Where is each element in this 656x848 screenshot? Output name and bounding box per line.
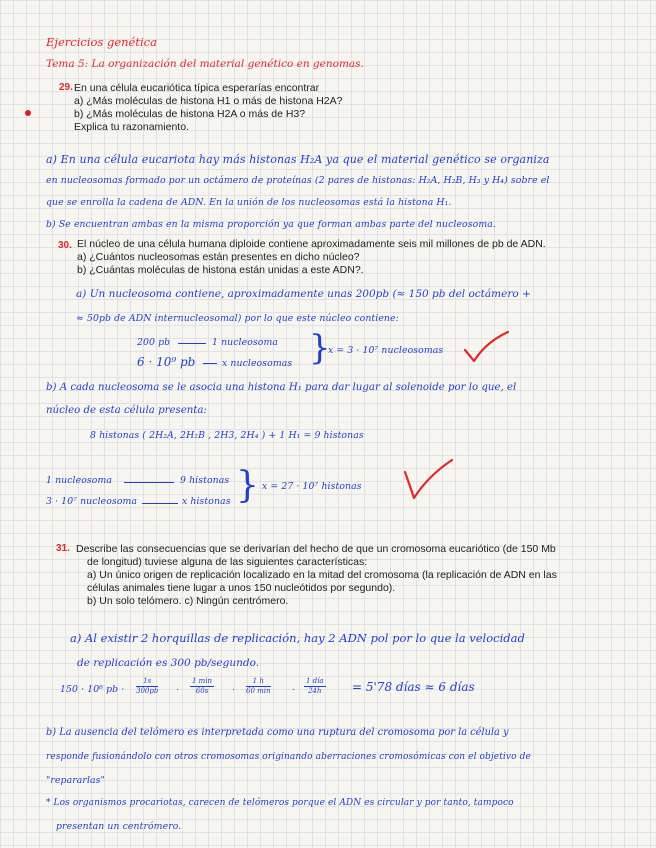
q3-calc-result: = 5'78 días ≈ 6 días xyxy=(352,680,475,694)
checkmark-icon xyxy=(462,330,510,364)
q3-line-2: de longitud) tuviese alguna de las siguientes características: xyxy=(87,556,368,568)
q3-fraction-4-bottom: 24h xyxy=(308,687,322,695)
q2-histones-line: 8 histonas ( 2H₂A, 2H₂B , 2H3, 2H₄ ) + 1 H₁ = 9 histonas xyxy=(90,430,364,441)
q3-answer-a-line-1: a) Al existir 2 horquillas de replicación, hay 2 ADN pol por lo que la velocidad xyxy=(70,631,525,645)
q1-line-3: b) ¿Más moléculas de histona H2A o más de H3? xyxy=(74,108,306,120)
q2-calc-a-brace: } xyxy=(309,328,331,368)
q3-answer-b-line-2: responde fusionándolo con otros cromosomas originando aberraciones cromosómicas con el objetivo de xyxy=(46,752,531,762)
q3-line-5: b) Un solo telómero. c) Ningún centrómero. xyxy=(87,595,289,607)
q3-fraction-1-bottom: 300pb xyxy=(136,687,159,695)
q2-line-2: a) ¿Cuántos nucleosomas están presentes en dicho núcleo? xyxy=(77,251,360,263)
q3-answer-b-line-5: presentan un centrómero. xyxy=(56,821,182,832)
q3-number: 31. xyxy=(56,543,70,554)
q2-calc-b-brace: } xyxy=(236,465,259,506)
q2-calc-a-row2-left: 6 · 10⁹ pb xyxy=(137,355,196,369)
q3-fraction-2 xyxy=(190,677,214,696)
q3-calc-dot-2: · xyxy=(232,684,236,695)
q3-line-1: Describe las consecuencias que se derivarían del hecho de que un cromosoma eucariótico (de 150 Mb xyxy=(76,543,556,555)
q2-answer-b-line-1: b) A cada nucleosoma se le asocia una histona H₁ para dar lugar al solenoide por lo que, el xyxy=(46,382,517,393)
q2-calc-b-result: x = 27 · 10⁷ histonas xyxy=(262,481,362,492)
q3-fraction-2-bottom: 60s xyxy=(195,687,209,695)
q2-line-1: El núcleo de una célula humana diploide contiene aproximadamente seis mil millones de pb de ADN. xyxy=(77,238,546,250)
checkmark-icon xyxy=(402,458,454,502)
q3-fraction-3-bottom: 60 min xyxy=(246,687,271,695)
q1-line-2: a) ¿Más moléculas de histona H1 o más de histona H2A? xyxy=(74,95,343,107)
q2-calc-b-row1-left: 1 nucleosoma xyxy=(46,475,113,486)
q3-fraction-4 xyxy=(304,677,326,696)
q3-fraction-3-top: 1 h xyxy=(246,677,271,687)
q2-calc-b-row2-dash xyxy=(142,503,178,504)
q1-answer-line-4: b) Se encuentran ambas en la misma proporción ya que forman ambas parte del nucleosoma. xyxy=(46,219,496,230)
q3-calc-dot-1: · xyxy=(176,684,180,695)
q3-answer-a-line-2: de replicación es 300 pb/segundo. xyxy=(77,657,260,669)
topic-title: Tema 5: La organización del material genético en genomas. xyxy=(46,58,364,70)
q1-answer-line-1: a) En una célula eucariota hay más histonas H₂A ya que el material genético se organiza xyxy=(46,153,550,166)
q2-calc-a-row2-dash xyxy=(203,363,217,364)
q2-calc-b-row1-dash xyxy=(124,482,174,483)
q3-answer-b-line-1: b) La ausencia del telómero es interpretada como una ruptura del cromosoma por la célula y xyxy=(46,727,509,738)
q2-calc-a-row1-dash xyxy=(178,343,206,344)
q2-answer-a-line-2: ≈ 50pb de ADN internucleosomal) por lo que este núcleo contiene: xyxy=(76,313,399,324)
q3-line-4: células animales tiene lugar a unos 150 nucleótidos por segundo). xyxy=(87,582,396,594)
q3-fraction-3 xyxy=(246,677,271,696)
q3-answer-b-line-3: "repararlas" xyxy=(46,775,105,786)
q2-calc-a-row2-right: x nucleosomas xyxy=(222,358,293,369)
q2-calc-b-row2-right: x histonas xyxy=(182,496,231,507)
q2-calc-a-row1-right: 1 nucleosoma xyxy=(212,337,279,348)
q2-number: 30. xyxy=(58,240,72,251)
q3-answer-b-line-4: * Los organismos procariotas, carecen de telómeros porque el ADN es circular y por tanto, tampoco xyxy=(46,798,514,808)
q1-number: 29. xyxy=(59,82,73,93)
q2-calc-b-row1-right: 9 histonas xyxy=(180,475,230,486)
q1-answer-line-3: que se enrolla la cadena de ADN. En la unión de los nucleosomas está la histona H₁. xyxy=(46,197,452,208)
q2-answer-a-line-1: a) Un nucleosoma contiene, aproximadamente unas 200pb (≈ 150 pb del octámero + xyxy=(76,288,531,300)
q1-line-4: Explica tu razonamiento. xyxy=(74,121,189,133)
q2-calc-a-result: x = 3 · 10⁷ nucleosomas xyxy=(328,345,444,356)
q3-line-3: a) Un único origen de replicación localizado en la mitad del cromosoma (la replicación de ADN en las xyxy=(87,569,557,581)
margin-dot xyxy=(25,110,31,116)
q2-calc-a-row1-left: 200 pb xyxy=(137,337,171,348)
q3-fraction-2-top: 1 min xyxy=(192,677,213,685)
q3-calc-dot-3: · xyxy=(292,684,296,695)
q2-answer-b-line-2: núcleo de esta célula presenta: xyxy=(46,405,207,416)
q3-fraction-4-top: 1 día xyxy=(306,677,324,685)
q1-line-1: En una célula eucariótica típica esperarías encontrar xyxy=(74,82,320,94)
q2-line-3: b) ¿Cuántas moléculas de histona están unidas a este ADN?. xyxy=(77,264,364,276)
q1-answer-line-2: en nucleosomas formado por un octámero de proteínas (2 pares de histonas: H₂A, H₂B, H₃ y H₄) sobre el xyxy=(46,175,550,186)
q3-fraction-1 xyxy=(136,677,158,696)
q3-calc-lead: 150 · 10⁶ pb · xyxy=(60,684,125,695)
q2-calc-b-row2-left: 3 · 10⁷ nucleosoma xyxy=(46,496,138,507)
page-title: Ejercicios genética xyxy=(46,35,157,49)
q3-fraction-1-top: 1s xyxy=(136,677,158,687)
